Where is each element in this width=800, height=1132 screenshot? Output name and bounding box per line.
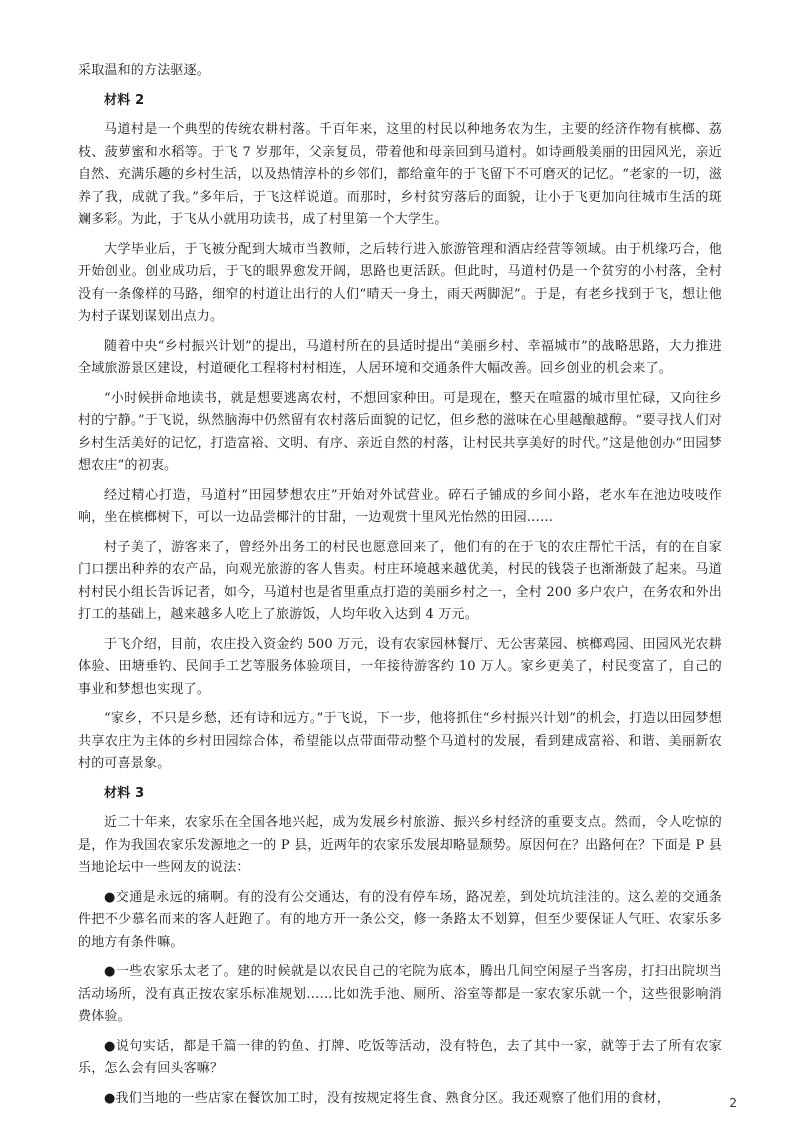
bullet-item: ●我们当地的一些店家在餐饮加工时，没有按规定将生食、熟食分区。我还观察了他们用的食材， xyxy=(104,1090,670,1106)
paragraph: 马道村是一个典型的传统农耕村落。千百年来，这里的村民以种地务农为生，主要的经济作物有槟榔、荔枝、菠萝蜜和水稻等。于飞 7 岁那年，父亲复员，带着他和母亲回到马道村。如诗画般美丽的田园风光，亲近自然、充满乐趣的乡村生活，以及热情淳朴的乡邻们，都给童年的于飞留下不可磨灭的记忆。“老家的一切，滋养了我，成就了我。”多年后，于飞这样说道。而那时，乡村贫穷落后的面貌，让小于飞更加向往城市生活的斑斓多彩。为此，于飞从小就用功读书，成了村里第一个大学生。 xyxy=(78,122,722,227)
bullet-item: ●交通是永远的痛啊。有的没有公交通达，有的没有停车场，路况差，到处坑坑洼洼的。这么差的交通条件把不少慕名而来的客人赶跑了。有的地方开一条公交，修一条路太不划算，但至少要保证人气旺、农家乐多的地方有条件嘛。 xyxy=(78,889,722,950)
paragraph: 随着中央“乡村振兴计划”的提出，马道村所在的县适时提出“美丽乡村、幸福城市”的战略思路，大力推进全域旅游景区建设，村道硬化工程将村村相连，人居环境和交通条件大幅改善。回乡创业的机会来了。 xyxy=(78,338,722,376)
paragraph: “家乡，不只是乡愁，还有诗和远方。”于飞说，下一步，他将抓住“乡村振兴计划”的机会，打造以田园梦想共享农庄为主体的乡村田园综合体，希望能以点带面带动整个马道村的发展，看到建成富裕、和谐、美丽新农村的可喜景象。 xyxy=(78,711,722,771)
paragraph: 近二十年来，农家乐在全国各地兴起，成为发展乡村旅游、振兴乡村经济的重要支点。然而，令人吃惊的是，作为我国农家乐发源地之一的 P 县，近两年的农家乐发展却略显颓势。原因何在？出路何在？下面是 P 县当地论坛中一些网友的说法： xyxy=(78,815,722,875)
opening-line: 采取温和的方法驱逐。 xyxy=(78,63,211,78)
page-number: 2 xyxy=(729,1096,737,1110)
paragraph: 村子美了，游客来了，曾经外出务工的村民也愿意回来了，他们有的在于飞的农庄帮忙干活，有的在自家门口摆出种养的农产品，向观光旅游的客人售卖。村庄环境越来越优美，村民的钱袋子也渐渐鼓了起来。马道村村民小组长告诉记者，如今，马道村也是省里重点打造的美丽乡村之一，全村 200 多户农户，在务农和外出打工的基础上，越来越多人吃上了旅游饭，人均年收入达到 4 万元。 xyxy=(78,539,722,622)
paragraph: 于飞介绍，目前，农庄投入资金约 500 万元，设有农家园林餐厅、无公害菜园、槟榔鸡园、田园风光农耕体验、田塘垂钓、民间手工艺等服务体验项目，一年接待游客约 10 万人。家乡更美了，村民变富了，自己的事业和梦想也实现了。 xyxy=(78,636,722,697)
paragraph: 经过精心打造，马道村“田园梦想农庄”开始对外试营业。碎石子铺成的乡间小路，老水车在池边吱吱作响，坐在槟榔树下，可以一边品尝椰汁的甘甜，一边观赏十里风光怡然的田园…… xyxy=(78,487,722,525)
bullet-item: ●说句实话，都是千篇一律的钓鱼、打牌、吃饭等活动，没有特色，去了其中一家，就等于去了所有农家乐，怎么会有回头客嘛？ xyxy=(78,1038,722,1076)
section-heading-material-2: 材料 2 xyxy=(104,92,145,108)
paragraph: 大学毕业后，于飞被分配到大城市当教师，之后转行进入旅游管理和酒店经营等领域。由于机缘巧合，他开始创业。创业成功后，于飞的眼界愈发开阔，思路也更活跃。但此时，马道村仍是一个贫穷的小村落，全村没有一条像样的马路，细窄的村道让出行的人们“晴天一身土，雨天两脚泥”。于是，有老乡找到于飞，想让他为村子谋划谋划出点力。 xyxy=(78,241,722,324)
paragraph: “小时候拼命地读书，就是想要逃离农村，不想回家种田。可是现在，整天在喧嚣的城市里忙碌，又向往乡村的宁静。”于飞说，纵然脑海中仍然留有农村落后面貌的记忆，但乡愁的滋味在心里越酿越醇。“要寻找人们对乡村生活美好的记忆，打造富裕、文明、有序、亲近自然的村落，让村民共享美好的时代。”这是他创办“田园梦想农庄”的初衷。 xyxy=(78,390,722,473)
document-body xyxy=(78,60,722,1117)
bullet-item: ●一些农家乐太老了。建的时候就是以农民自己的宅院为底本，腾出几间空闲屋子当客房，打扫出院坝当活动场所，没有真正按农家乐标准规划……比如洗手池、厕所、浴室等都是一家农家乐就一个，这些很影响消费体验。 xyxy=(78,964,722,1024)
section-heading-material-3: 材料 3 xyxy=(104,785,145,801)
